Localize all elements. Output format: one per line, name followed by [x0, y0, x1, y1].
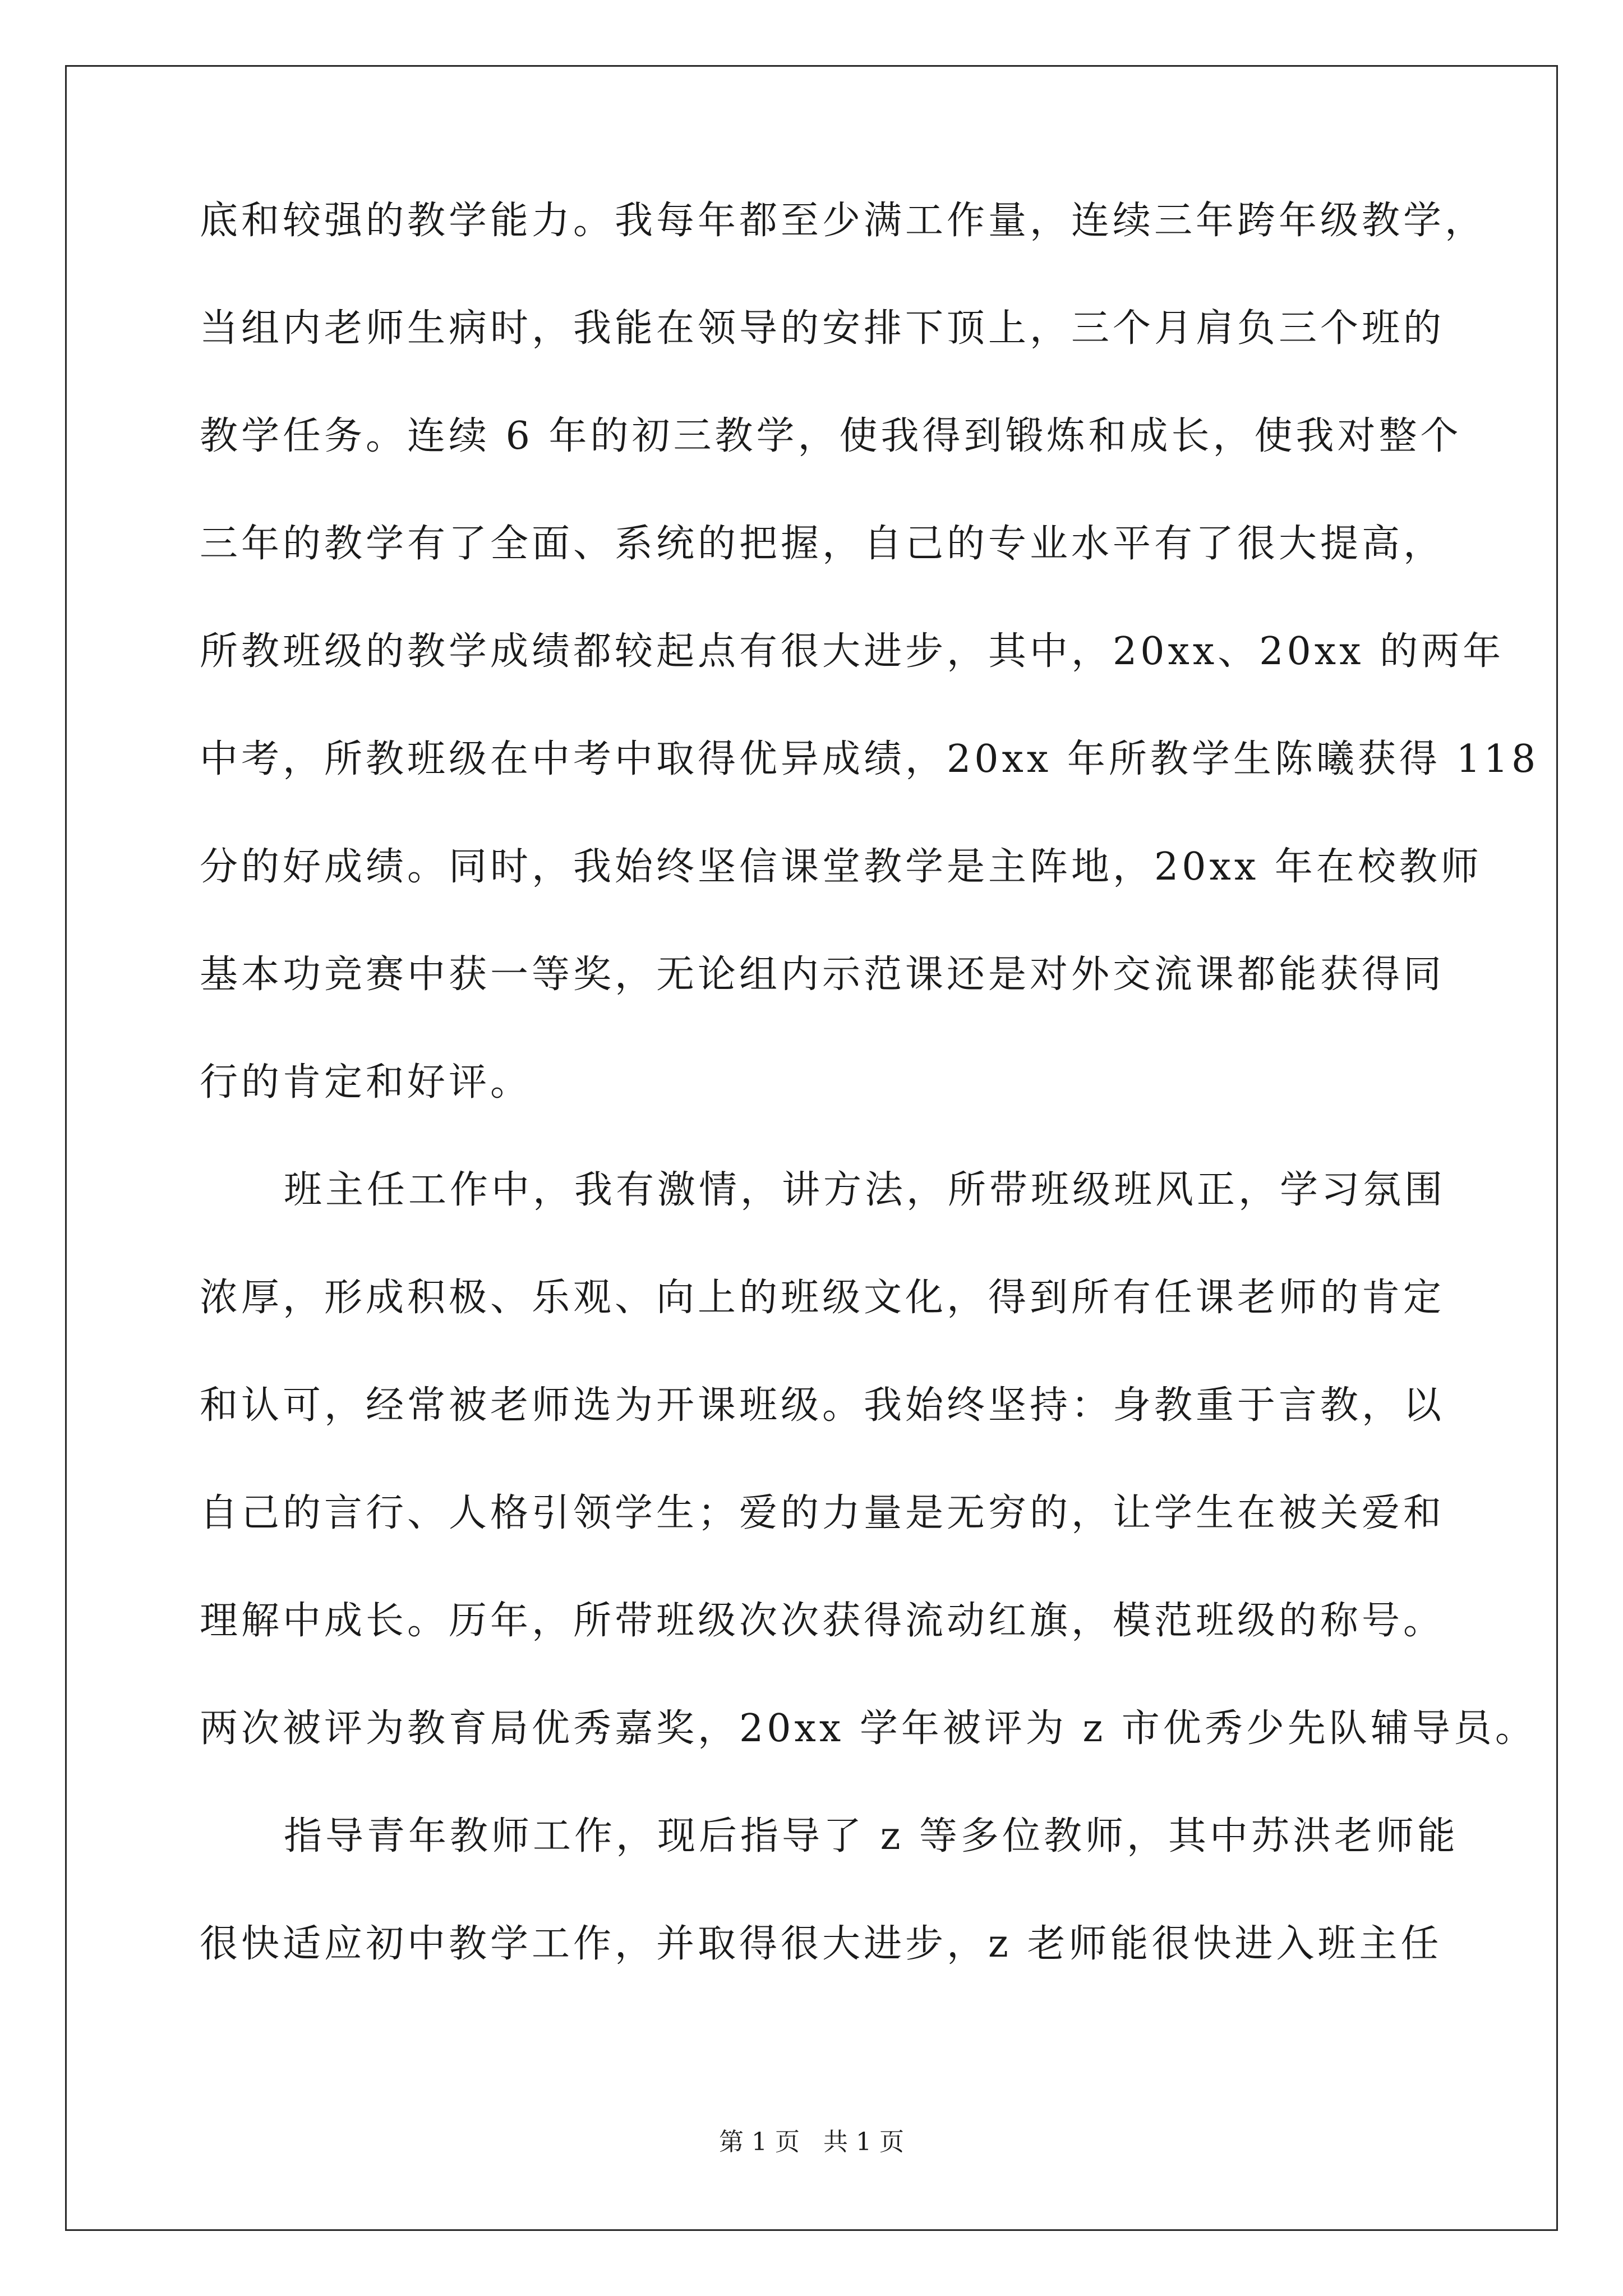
body-line: 分的好成绩。同时，我始终坚信课堂教学是主阵地，20xx 年在校教师 — [200, 845, 1482, 889]
page-number-footer: 第 1 页 共 1 页 — [719, 2128, 904, 2156]
body-line: 浓厚，形成积极、乐观、向上的班级文化，得到所有任课老师的肯定 — [200, 1276, 1445, 1320]
body-line: 中考，所教班级在中考中取得优异成绩，20xx 年所教学生陈曦获得 118 — [200, 737, 1539, 781]
body-line: 当组内老师生病时，我能在领导的安排下顶上，三个月肩负三个班的 — [200, 306, 1445, 351]
body-line: 基本功竞赛中获一等奖，无论组内示范课还是对外交流课都能获得同 — [200, 953, 1445, 997]
paragraph-first-line: 指导青年教师工作，现后指导了 z 等多位教师，其中苏洪老师能 — [284, 1814, 1459, 1858]
body-line: 理解中成长。历年，所带班级次次获得流动红旗，模范班级的称号。 — [200, 1599, 1445, 1643]
body-line: 很快适应初中教学工作，并取得很大进步，z 老师能很快进入班主任 — [200, 1922, 1442, 1966]
body-line: 和认可，经常被老师选为开课班级。我始终坚持：身教重于言教，以 — [200, 1383, 1445, 1428]
body-line: 三年的教学有了全面、系统的把握，自己的专业水平有了很大提高， — [200, 522, 1445, 566]
body-line: 两次被评为教育局优秀嘉奖，20xx 学年被评为 z 市优秀少先队辅导员。 — [200, 1706, 1537, 1751]
body-line: 底和较强的教学能力。我每年都至少满工作量，连续三年跨年级教学， — [200, 199, 1487, 243]
body-line: 所教班级的教学成绩都较起点有很大进步，其中，20xx、20xx 的两年 — [200, 629, 1505, 674]
body-line: 行的肯定和好评。 — [200, 1060, 532, 1105]
paragraph-first-line: 班主任工作中，我有激情，讲方法，所带班级班风正，学习氛围 — [284, 1168, 1446, 1212]
body-line: 自己的言行、人格引领学生；爱的力量是无穷的，让学生在被关爱和 — [200, 1491, 1445, 1535]
document-body — [200, 199, 1539, 2033]
body-line: 教学任务。连续 6 年的初三教学，使我得到锻炼和成长，使我对整个 — [200, 414, 1462, 458]
